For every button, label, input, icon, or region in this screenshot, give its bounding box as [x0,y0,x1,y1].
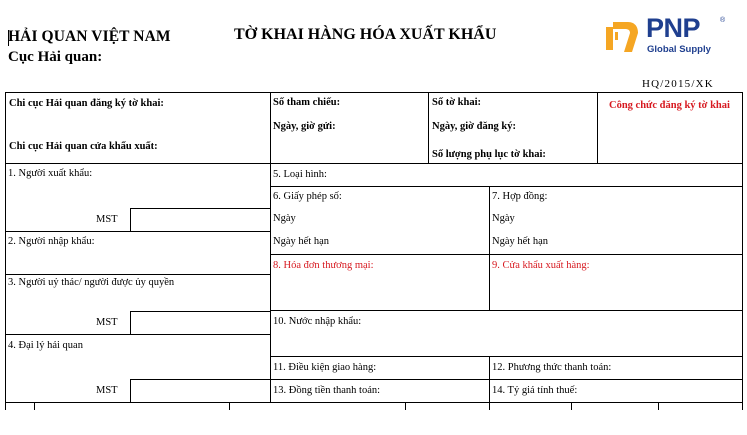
contract-label: 7. Hợp đồng: [492,191,548,202]
payment-method-label: 12. Phương thức thanh toán: [492,362,612,373]
registered-mark: ® [720,17,726,24]
agent-mst-label: MST [96,385,118,396]
contract-date-label: Ngày [492,213,515,224]
pnp-logo [604,13,744,57]
license-date-label: Ngày [273,213,296,224]
license-no-label: 6. Giấy phép số: [273,191,342,202]
agency-name: HẢI QUAN VIỆT NAM [8,28,171,45]
register-datetime-label: Ngày, giờ đăng ký: [432,121,516,132]
trustee-label: 3. Người uỷ thác/ người được ủy quyền [8,277,175,288]
customs-agent-label: 4. Đại lý hải quan [8,340,83,351]
type-label: 5. Loại hình: [273,169,327,180]
send-datetime-label: Ngày, giờ gửi: [273,121,336,132]
payment-currency-label: 13. Đồng tiền thanh toán: [273,385,381,396]
importer-label: 2. Người nhập khẩu: [8,236,95,247]
exporter-label: 1. Người xuất khẩu: [8,168,93,179]
officer-label: Công chức đăng ký tờ khai [609,100,730,111]
registering-branch-label: Chi cục Hải quan đăng ký tờ khai: [9,98,164,109]
logo-brand: PNP [646,13,701,43]
appendix-count-label: Số lượng phụ lục tờ khai: [432,149,546,160]
delivery-terms-label: 11. Điều kiện giao hàng: [273,362,377,373]
import-country-label: 10. Nước nhập khẩu: [273,316,362,327]
department-label: Cục Hải quan: [8,49,103,65]
license-expiry-label: Ngày hết hạn [273,236,329,247]
form-code: HQ/2015/XK [642,78,714,90]
exit-branch-label: Chi cục Hải quan cửa khẩu xuất: [9,141,158,152]
pnp-mark-icon [604,19,642,55]
trustee-mst-label: MST [96,317,118,328]
declaration-no-label: Số tờ khai: [432,97,481,108]
page-title: TỜ KHAI HÀNG HÓA XUẤT KHẨU [234,26,497,43]
exporter-mst-field[interactable] [131,209,270,231]
reference-no-label: Số tham chiếu: [273,97,341,108]
contract-expiry-label: Ngày hết hạn [492,236,548,247]
invoice-label: 8. Hóa đơn thương mại: [273,260,374,271]
tax-exchange-rate-label: 14. Tỷ giá tính thuế: [492,385,578,396]
agent-mst-field[interactable] [131,380,270,402]
exporter-mst-label: MST [96,214,118,225]
logo-tagline: Global Supply [647,44,711,55]
trustee-mst-field[interactable] [131,312,270,334]
export-gate-label: 9. Cửa khẩu xuất hàng: [492,260,590,271]
